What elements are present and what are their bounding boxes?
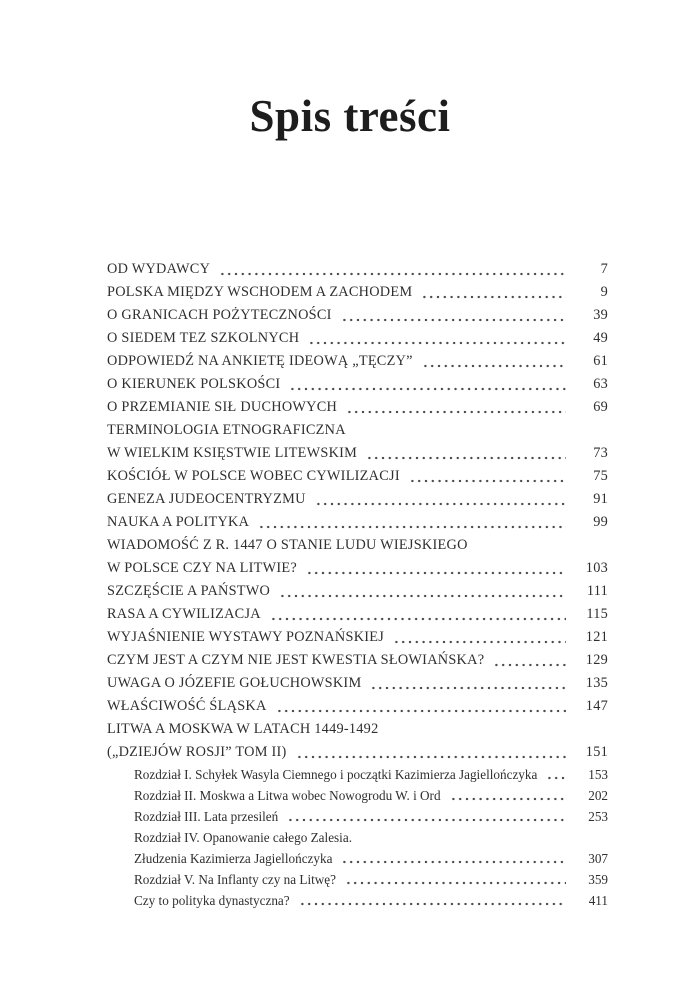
toc-entry-title: Rozdział IV. Opanowanie całego Zalesia.	[134, 830, 352, 845]
toc-entry-title: ODPOWIEDŹ NA ANKIETĘ IDEOWĄ „TĘCZY”	[107, 353, 413, 369]
toc-entry-title: Rozdział II. Moskwa a Litwa wobec Nowogrodu W. i Ord	[134, 788, 441, 803]
dot-leader	[314, 488, 566, 511]
dot-leader	[408, 465, 566, 488]
toc-entry-line	[107, 419, 608, 442]
toc-entry	[107, 304, 608, 327]
toc-entry	[107, 396, 608, 419]
toc-entry	[107, 281, 608, 304]
toc-entry-line	[107, 327, 608, 350]
toc-entry	[107, 806, 608, 827]
toc-entry-page: 129	[585, 652, 608, 668]
dot-leader	[340, 304, 566, 327]
dot-leader	[298, 890, 566, 911]
dot-leader	[340, 848, 566, 869]
toc-entry-title: POLSKA MIĘDZY WSCHODEM A ZACHODEM	[107, 284, 413, 300]
toc-entry-page: 111	[586, 583, 608, 599]
toc-entry-page: 39	[593, 307, 608, 323]
toc-entry-line	[134, 764, 608, 785]
toc-entry	[107, 764, 608, 785]
toc-entry-title: O KIERUNEK POLSKOŚCI	[107, 376, 281, 392]
toc-entry-title: TERMINOLOGIA ETNOGRAFICZNA	[107, 422, 346, 438]
toc-entry	[107, 534, 608, 580]
toc-entry	[107, 350, 608, 373]
toc-entry-title: WŁAŚCIWOŚĆ ŚLĄSKA	[107, 698, 267, 714]
toc-entry-page: 202	[588, 788, 608, 803]
toc-entry-line	[107, 649, 608, 672]
toc-entry-page: 99	[593, 514, 608, 530]
toc-entry	[107, 626, 608, 649]
toc-entry-title: SZCZĘŚCIE A PAŃSTWO	[107, 583, 271, 599]
toc-entry-line	[107, 465, 608, 488]
toc-entry-line	[107, 718, 608, 741]
toc-entry	[107, 488, 608, 511]
toc-entry-page: 61	[593, 353, 608, 369]
toc-entry-title: W POLSCE CZY NA LITWIE?	[107, 560, 297, 576]
toc-entry	[107, 258, 608, 281]
toc-entry-page: 411	[588, 893, 608, 908]
dot-leader	[345, 396, 566, 419]
dot-leader	[420, 281, 566, 304]
toc-entry	[107, 419, 608, 465]
toc-entry	[107, 465, 608, 488]
toc-entry	[107, 649, 608, 672]
dot-leader	[295, 741, 566, 764]
page-title: Spis treści	[249, 91, 451, 141]
toc-entry-line	[134, 827, 608, 848]
toc-entry-title: Złudzenia Kazimierza Jagiellończyka	[134, 851, 333, 866]
toc-entry-line	[134, 785, 608, 806]
toc-entry-line	[107, 350, 608, 373]
toc-entry-line	[134, 806, 608, 827]
toc-entry-title: LITWA A MOSKWA W LATACH 1449-1492	[107, 721, 379, 737]
toc-entry-line	[107, 488, 608, 511]
toc-entry-title: Rozdział V. Na Inflanty czy na Litwę?	[134, 872, 337, 887]
toc-entry-page: 75	[593, 468, 608, 484]
toc-entry-page: 103	[585, 560, 608, 576]
dot-leader	[278, 580, 566, 603]
toc-entry-page: 151	[585, 744, 608, 760]
toc-entry-line	[134, 890, 608, 911]
toc-entry-page: 147	[585, 698, 608, 714]
dot-leader	[492, 649, 566, 672]
toc-entry-page: 121	[585, 629, 608, 645]
toc-entry-line	[107, 534, 608, 557]
toc-entry-title: W WIELKIM KSIĘSTWIE LITEWSKIM	[107, 445, 358, 461]
dot-leader	[286, 806, 566, 827]
toc-entry	[107, 672, 608, 695]
dot-leader	[269, 603, 566, 626]
toc-entry	[107, 580, 608, 603]
toc-entry-title: Rozdział I. Schyłek Wasyla Ciemnego i początki Kazimierza Jagiellończyka	[134, 767, 538, 782]
toc-entry	[107, 603, 608, 626]
dot-leader	[421, 350, 566, 373]
toc-entry-line	[107, 603, 608, 626]
toc-entry-line	[107, 672, 608, 695]
dot-leader	[275, 695, 566, 718]
toc-entry-page: 135	[585, 675, 608, 691]
toc-entry	[107, 785, 608, 806]
dot-leader	[365, 442, 566, 465]
toc-entry-line	[107, 741, 608, 764]
toc-entry-line	[107, 557, 608, 580]
toc-entry-line	[107, 511, 608, 534]
toc-entry-page: 115	[586, 606, 608, 622]
toc-entry-title: CZYM JEST A CZYM NIE JEST KWESTIA SŁOWIAŃSKA?	[107, 652, 485, 668]
toc-entry-title: RASA A CYWILIZACJA	[107, 606, 261, 622]
toc-entry-line	[107, 396, 608, 419]
toc-entry-line	[107, 695, 608, 718]
toc-entry-line	[107, 304, 608, 327]
dot-leader	[218, 258, 566, 281]
toc-entry-line	[107, 626, 608, 649]
toc-entry	[107, 695, 608, 718]
toc-entry	[107, 890, 608, 911]
dot-leader	[344, 869, 566, 890]
dot-leader	[305, 557, 566, 580]
toc-entry-page: 49	[593, 330, 608, 346]
toc-entry	[107, 373, 608, 396]
toc-entry-title: WIADOMOŚĆ Z R. 1447 O STANIE LUDU WIEJSKIEGO	[107, 537, 468, 553]
toc-entry-title: OD WYDAWCY	[107, 261, 211, 277]
toc-entry-line	[107, 373, 608, 396]
toc-entry-title: WYJAŚNIENIE WYSTAWY POZNAŃSKIEJ	[107, 629, 385, 645]
toc-entry-page: 69	[593, 399, 608, 415]
toc-entry-title: Rozdział III. Lata przesileń	[134, 809, 279, 824]
toc-entry-line	[107, 258, 608, 281]
toc-entry-page: 253	[588, 809, 608, 824]
toc-entry	[107, 718, 608, 764]
toc-entry-page: 359	[588, 872, 608, 887]
toc-entry-page: 9	[600, 284, 608, 300]
dot-leader	[288, 373, 566, 396]
toc-entry-line	[134, 869, 608, 890]
toc-entry-title: („DZIEJÓW ROSJI” TOM II)	[107, 744, 287, 760]
toc-entry-page: 307	[588, 851, 608, 866]
toc-entry-title: KOŚCIÓŁ W POLSCE WOBEC CYWILIZACJI	[107, 468, 400, 484]
toc-entry-title: GENEZA JUDEOCENTRYZMU	[107, 491, 306, 507]
toc-entry	[107, 869, 608, 890]
toc-entry-line	[134, 848, 608, 869]
dot-leader	[545, 764, 566, 785]
toc-entry-page: 73	[593, 445, 608, 461]
toc-list	[107, 258, 608, 911]
toc-entry	[107, 827, 608, 869]
toc-entry-title: UWAGA O JÓZEFIE GOŁUCHOWSKIM	[107, 675, 362, 691]
toc-entry-line	[107, 442, 608, 465]
toc-entry-line	[107, 580, 608, 603]
toc-entry	[107, 511, 608, 534]
toc-entry-title: O PRZEMIANIE SIŁ DUCHOWYCH	[107, 399, 338, 415]
toc-entry-title: O SIEDEM TEZ SZKOLNYCH	[107, 330, 300, 346]
toc-entry-line	[107, 281, 608, 304]
dot-leader	[392, 626, 566, 649]
dot-leader	[257, 511, 566, 534]
toc-entry-title: O GRANICACH POŻYTECZNOŚCI	[107, 307, 332, 323]
toc-entry-page: 63	[593, 376, 608, 392]
toc-entry-page: 91	[593, 491, 608, 507]
toc-entry-title: NAUKA A POLITYKA	[107, 514, 250, 530]
toc-entry-title: Czy to polityka dynastyczna?	[134, 893, 290, 908]
dot-leader	[307, 327, 566, 350]
toc-entry-page: 153	[588, 767, 608, 782]
toc-entry-page: 7	[600, 261, 608, 277]
dot-leader	[369, 672, 566, 695]
toc-entry	[107, 327, 608, 350]
dot-leader	[449, 785, 566, 806]
